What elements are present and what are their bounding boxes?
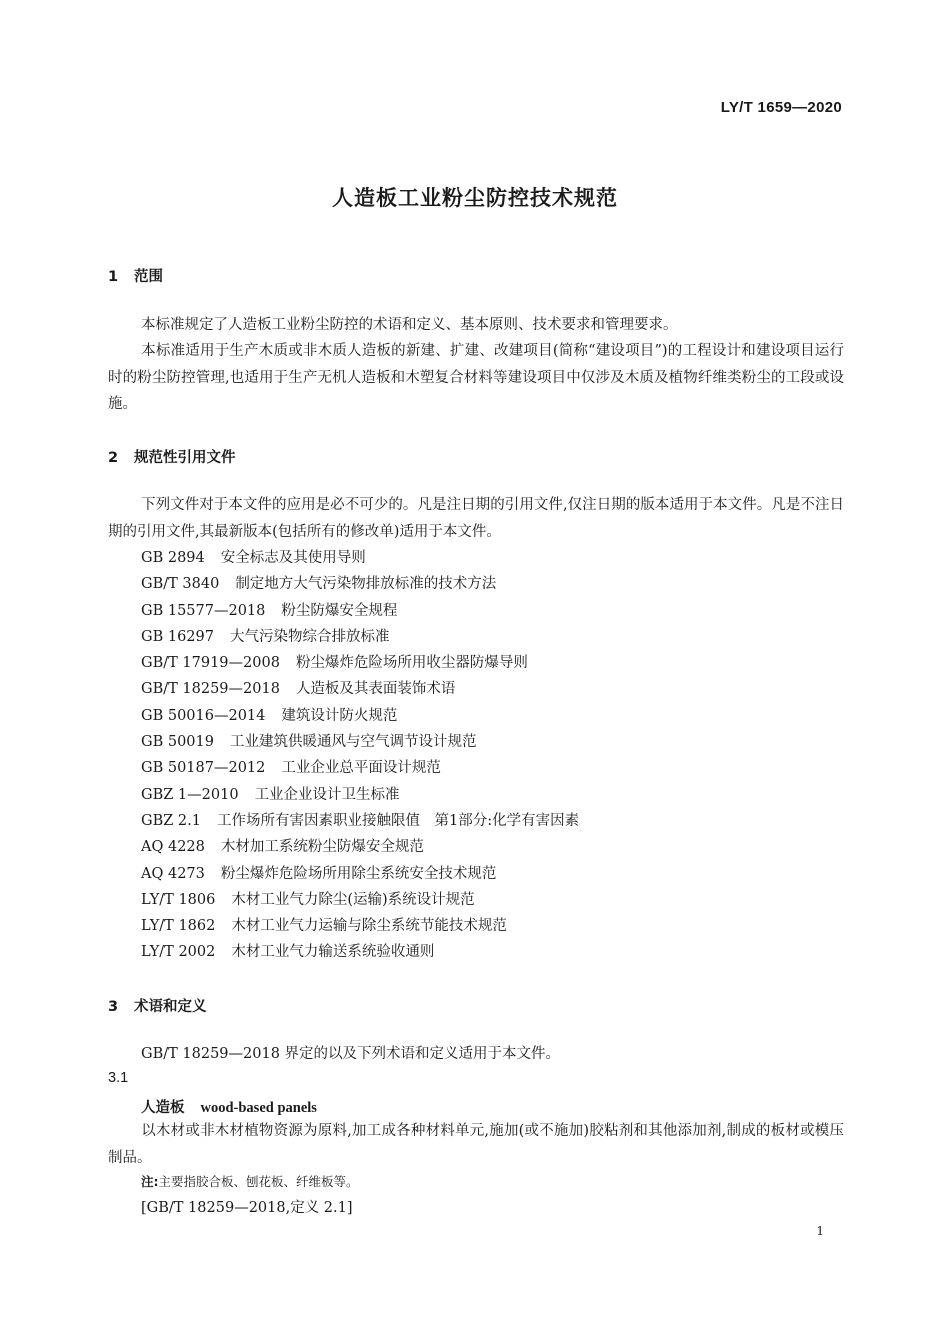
reference-code: GB 50016—2014	[141, 707, 266, 724]
reference-title: 粉尘防爆安全规程	[281, 602, 398, 619]
reference-code: GB 16297	[141, 628, 214, 645]
reference-title: 建筑设计防火规范	[281, 707, 398, 724]
section-number: 2	[108, 450, 119, 466]
term-name-en: wood-based panels	[200, 1100, 317, 1116]
reference-code: GB 50187—2012	[141, 760, 266, 777]
note-label: 注:	[141, 1174, 159, 1189]
reference-code: AQ 4273	[141, 865, 205, 882]
reference-title: 木材工业气力运输与除尘系统节能技术规范	[231, 918, 507, 935]
standard-code: LY/T 1659—2020	[720, 99, 842, 116]
term-note	[141, 1172, 359, 1190]
reference-code: GB/T 3840	[141, 576, 220, 593]
section-title: 规范性引用文件	[134, 450, 236, 466]
reference-title: 粉尘爆炸危险场所用收尘器防爆导则	[295, 655, 528, 672]
reference-title: 安全标志及其使用导则	[220, 550, 366, 566]
section-2-heading	[108, 446, 236, 467]
reference-title: 大气污染物综合排放标准	[229, 628, 390, 645]
reference-item	[141, 887, 579, 913]
reference-item	[141, 782, 579, 808]
reference-code: AQ 4228	[141, 839, 205, 856]
reference-code: GBZ 2.1	[141, 812, 201, 829]
reference-title: 工业企业总平面设计规范	[281, 760, 441, 777]
reference-item	[141, 545, 579, 571]
reference-item	[141, 939, 579, 965]
reference-title: 人造板及其表面装饰术语	[295, 681, 456, 698]
document-title: 人造板工业粉尘防控技术规范	[332, 186, 618, 210]
note-text: 主要指胶合板、刨花板、纤维板等。	[158, 1174, 359, 1189]
reference-code: LY/T 1806	[141, 891, 216, 908]
reference-code: GB 15577—2018	[141, 602, 266, 619]
section-1-paragraph-1: 本标准规定了人造板工业粉尘防控的术语和定义、基本原则、技术要求和管理要求。	[141, 317, 678, 333]
section-1-heading	[108, 265, 163, 286]
reference-code: LY/T 1862	[141, 918, 216, 935]
reference-item	[141, 703, 579, 729]
section-3-heading	[108, 995, 207, 1016]
reference-title: 工业企业设计卫生标准	[254, 786, 400, 803]
reference-title: 木材工业气力除尘(运输)系统设计规范	[231, 891, 475, 908]
reference-code: GB 50019	[141, 734, 214, 751]
reference-code: GB/T 17919—2008	[141, 655, 280, 672]
reference-item	[141, 834, 579, 860]
reference-item	[141, 650, 579, 676]
reference-item	[141, 808, 579, 834]
reference-item	[141, 571, 579, 597]
term-source: [GB/T 18259—2018,定义 2.1]	[141, 1200, 353, 1216]
reference-title: 木材加工系统粉尘防爆安全规范	[220, 839, 424, 856]
term-name-zh: 人造板	[141, 1100, 185, 1116]
reference-item	[141, 913, 579, 939]
normative-reference-list	[141, 545, 579, 966]
section-2-paragraph: 下列文件对于本文件的应用是必不可少的。凡是注日期的引用文件,仅注日期的版本适用于本文件。凡是不注日期的引用文件,其最新版本(包括所有的修改单)适用于本文件。	[108, 497, 844, 540]
section-3-paragraph: GB/T 18259—2018 界定的以及下列术语和定义适用于本文件。	[141, 1046, 561, 1062]
reference-code: GBZ 1—2010	[141, 786, 239, 803]
reference-item	[141, 624, 579, 650]
reference-item	[141, 861, 579, 887]
reference-item	[141, 755, 579, 781]
reference-code: LY/T 2002	[141, 944, 216, 961]
reference-title: 工作场所有害因素职业接触限值 第1部分:化学有害因素	[216, 812, 580, 829]
reference-code: GB/T 18259—2018	[141, 681, 280, 698]
reference-title: 木材工业气力输送系统验收通则	[231, 944, 435, 961]
section-number: 3	[108, 999, 119, 1015]
section-title: 范围	[134, 269, 163, 285]
term-definition: 以木材或非木材植物资源为原料,加工成各种材料单元,施加(或不施加)胶粘剂和其他添加剂,制成的板材或模压制品。	[108, 1123, 844, 1166]
reference-code: GB 2894	[141, 550, 205, 566]
reference-item	[141, 676, 579, 702]
section-number: 1	[108, 269, 119, 285]
reference-title: 制定地方大气污染物排放标准的技术方法	[235, 576, 497, 593]
reference-item	[141, 598, 579, 624]
reference-title: 工业建筑供暖通风与空气调节设计规范	[229, 734, 477, 751]
reference-title: 粉尘爆炸危险场所用除尘系统安全技术规范	[220, 865, 497, 882]
section-title: 术语和定义	[134, 999, 207, 1015]
reference-item	[141, 729, 579, 755]
term-number: 3.1	[108, 1070, 129, 1086]
section-1-paragraph-2: 本标准适用于生产木质或非木质人造板的新建、扩建、改建项目(简称“建设项目”)的工程设计和建设项目运行时的粉尘防控管理,也适用于生产无机人造板和木塑复合材料等建设项目中仅涉及木质及植物纤维类粉尘的工段或设施。	[108, 343, 844, 412]
term-heading	[141, 1096, 317, 1117]
page-number: 1	[816, 1224, 824, 1238]
